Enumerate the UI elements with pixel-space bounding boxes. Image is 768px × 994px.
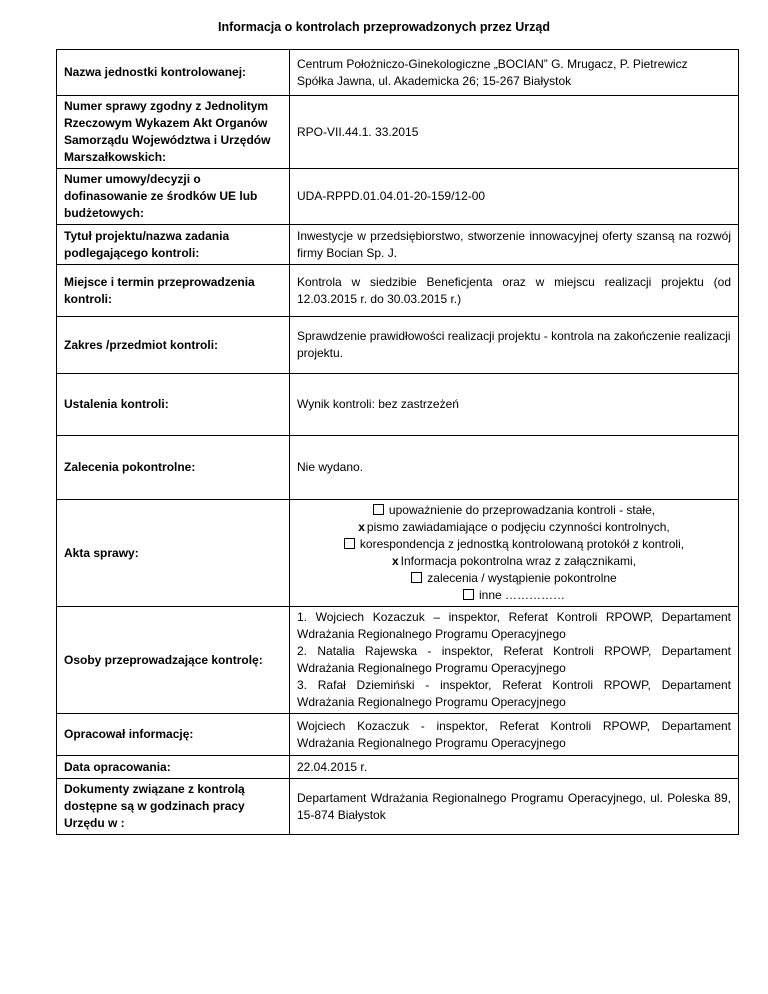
label-data: Data opracowania: — [57, 756, 290, 779]
akta-item — [297, 553, 731, 570]
row-jednostka — [57, 50, 739, 96]
label-zalecenia: Zalecenia pokontrolne: — [57, 436, 290, 500]
value-opracowal: Wojciech Kozaczuk - inspektor, Referat Kontroli RPOWP, Departament Wdrażania Regionalnego Programu Operacyjnego — [290, 714, 739, 756]
label-ustalenia: Ustalenia kontroli: — [57, 374, 290, 436]
osoba-item: 3. Rafał Dziemiński - inspektor, Referat Kontroli RPOWP, Departament Wdrażania Regionalnego Programu Operacyjnego — [297, 678, 731, 709]
label-osoby: Osoby przeprowadzające kontrolę: — [57, 607, 290, 714]
label-umowa: Numer umowy/decyzji o dofinasowanie ze środków UE lub budżetowych: — [57, 169, 290, 225]
akta-item-text: Informacja pokontrolna wraz z załącznikami, — [400, 554, 637, 568]
row-zakres — [57, 317, 739, 374]
value-jednostka-line1: Centrum Położniczo-Ginekologiczne „BOCIAN” G. Mrugacz, P. Pietrewicz — [297, 56, 688, 71]
row-umowa — [57, 169, 739, 225]
row-miejsce — [57, 265, 739, 317]
value-umowa: UDA-RPPD.01.04.01-20-159/12-00 — [290, 169, 739, 225]
row-opracowal — [57, 714, 739, 756]
label-sprawa: Numer sprawy zgodny z Jednolitym Rzeczowym Wykazem Akt Organów Samorządu Województwa i Urzędów Marszałkowskich: — [57, 96, 290, 169]
akta-item — [297, 570, 731, 587]
row-osoby — [57, 607, 739, 714]
value-zakres: Sprawdzenie prawidłowości realizacji projektu - kontrola na zakończenie realizacji projektu. — [290, 317, 739, 374]
row-zalecenia — [57, 436, 739, 500]
label-tytul: Tytuł projektu/nazwa zadania podlegającego kontroli: — [57, 225, 290, 265]
row-dokumenty — [57, 779, 739, 835]
value-tytul: Inwestycje w przedsiębiorstwo, stworzenie innowacyjnej oferty szansą na rozwój firmy Bocian Sp. J. — [290, 225, 739, 265]
value-jednostka — [290, 50, 739, 96]
row-akta — [57, 500, 739, 607]
label-akta: Akta sprawy: — [57, 500, 290, 607]
akta-item-text: inne …………… — [478, 588, 566, 602]
value-sprawa: RPO-VII.44.1. 33.2015 — [290, 96, 739, 169]
value-ustalenia: Wynik kontroli: bez zastrzeżeń — [290, 374, 739, 436]
akta-item-text: pismo zawiadamiające o podjęciu czynności kontrolnych, — [366, 520, 670, 534]
akta-item — [297, 536, 731, 553]
label-dokumenty: Dokumenty związane z kontrolą dostępne są w godzinach pracy Urzędu w : — [57, 779, 290, 835]
row-tytul — [57, 225, 739, 265]
value-zalecenia: Nie wydano. — [290, 436, 739, 500]
osoba-item: 2. Natalia Rajewska - inspektor, Referat Kontroli RPOWP, Departament Wdrażania Regionalnego Programu Operacyjnego — [297, 644, 731, 675]
value-dokumenty: Departament Wdrażania Regionalnego Programu Operacyjnego, ul. Poleska 89, 15-874 Białystok — [290, 779, 739, 835]
akta-item — [297, 519, 731, 536]
label-miejsce: Miejsce i termin przeprowadzenia kontroli: — [57, 265, 290, 317]
row-data — [57, 756, 739, 779]
akta-item — [297, 502, 731, 519]
value-osoby — [290, 607, 739, 714]
akta-item-text: zalecenia / wystąpienie pokontrolne — [427, 571, 617, 585]
control-info-table — [56, 49, 739, 835]
row-sprawa — [57, 96, 739, 169]
document-title: Informacja o kontrolach przeprowadzonych przez Urząd — [217, 20, 550, 34]
value-akta — [290, 500, 739, 607]
akta-item-text: upoważnienie do przeprowadzania kontroli - stałe, — [388, 503, 656, 517]
osoba-item: 1. Wojciech Kozaczuk – inspektor, Referat Kontroli RPOWP, Departament Wdrażania Regionalnego Programu Operacyjnego — [297, 610, 731, 641]
empty-checkbox-icon — [373, 504, 384, 515]
value-miejsce: Kontrola w siedzibie Beneficjenta oraz w miejscu realizacji projektu (od 12.03.2015 r. do 30.03.2015 r.) — [290, 265, 739, 317]
empty-checkbox-icon — [344, 538, 355, 549]
empty-checkbox-icon — [463, 589, 474, 600]
x-mark-icon: x — [358, 520, 365, 534]
akta-item — [297, 587, 731, 604]
label-opracowal: Opracował informację: — [57, 714, 290, 756]
label-zakres: Zakres /przedmiot kontroli: — [57, 317, 290, 374]
row-ustalenia — [57, 374, 739, 436]
empty-checkbox-icon — [411, 572, 422, 583]
value-jednostka-line2: Spółka Jawna, ul. Akademicka 26; 15-267 Białystok — [297, 73, 572, 88]
label-jednostka: Nazwa jednostki kontrolowanej: — [57, 50, 290, 96]
x-mark-icon: x — [391, 554, 399, 568]
akta-item-text: korespondencja z jednostką kontrolowaną protokół z kontroli, — [359, 537, 685, 551]
value-data: 22.04.2015 r. — [290, 756, 739, 779]
